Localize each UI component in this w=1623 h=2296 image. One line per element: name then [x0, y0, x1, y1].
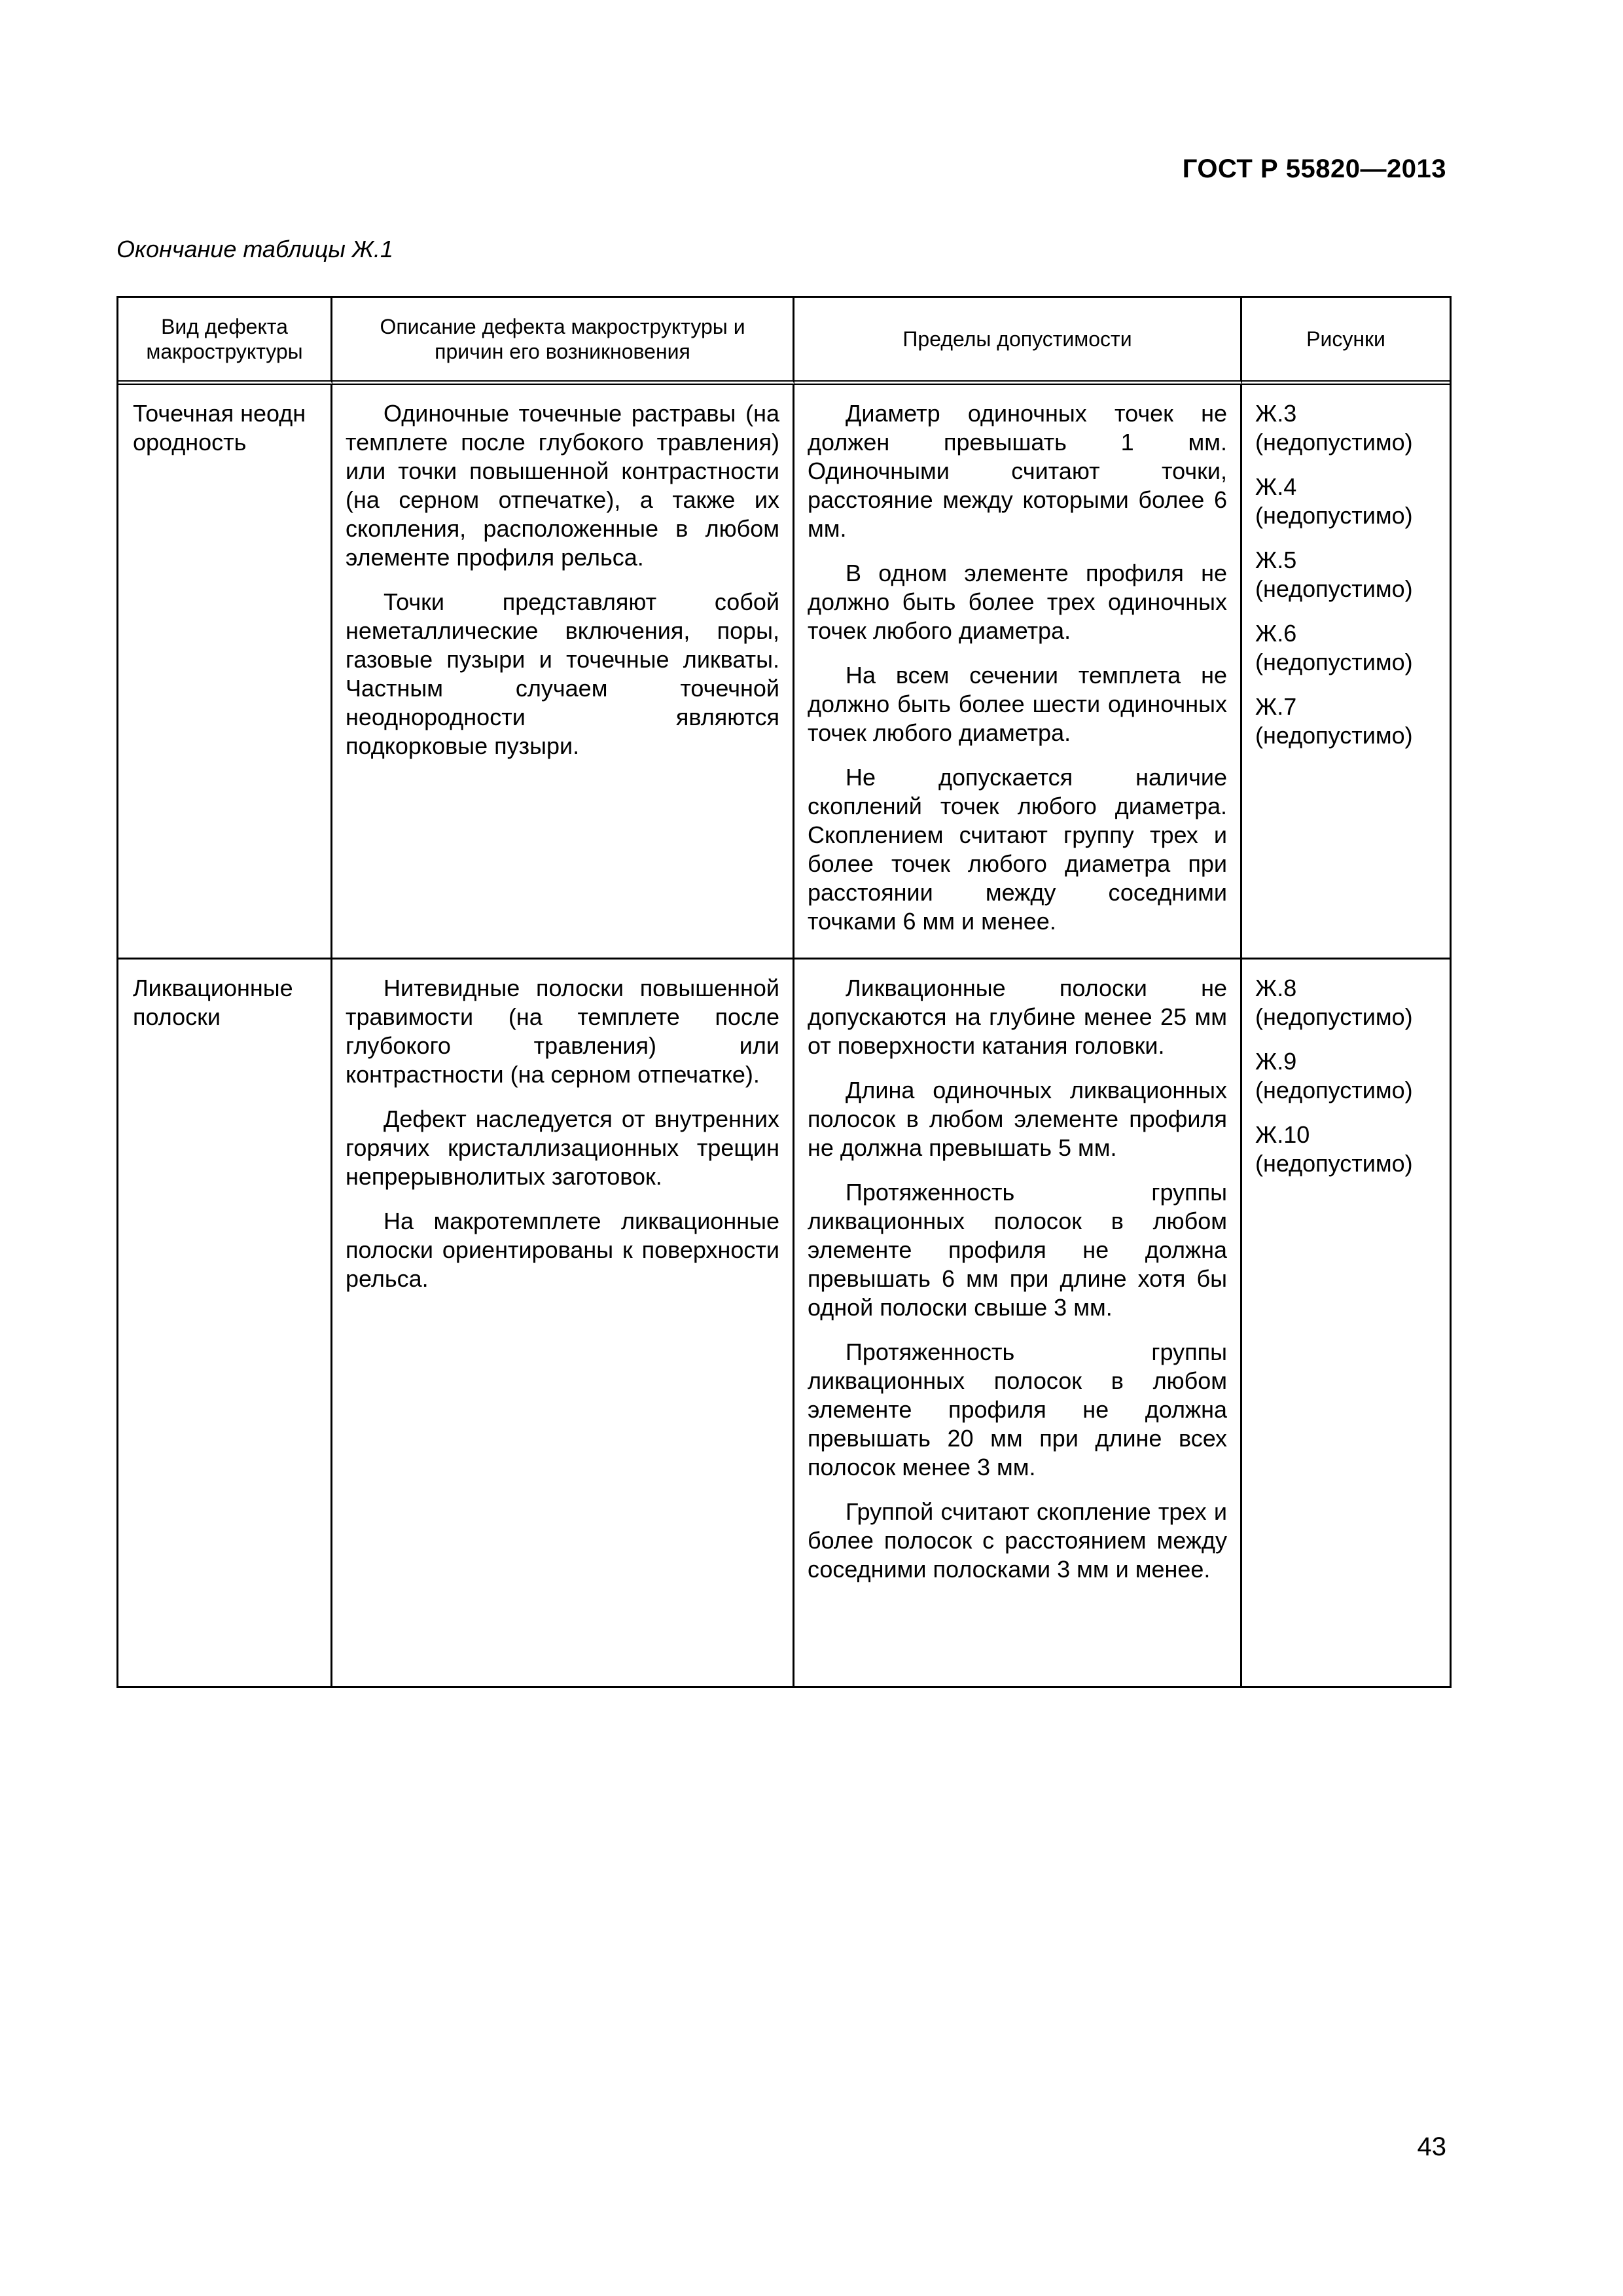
limits-paragraph: Протяженность группы ликвационных полосок в любом элементе профиля не должна превышать 6 мм при длине хотя бы одной полоски свыше 3 мм. — [808, 1179, 1227, 1321]
cell-defect-type — [118, 385, 332, 960]
table-header-row — [118, 298, 1450, 385]
figure-reference: Ж.7 (недопустимо) — [1255, 693, 1413, 749]
limits-paragraph: Ликвационные полоски не допускаются на глубине менее 25 мм от поверхности катания головки. — [808, 975, 1227, 1059]
column-header-figures: Рисунки — [1242, 298, 1450, 385]
figure-reference: Ж.8 (недопустимо) — [1255, 975, 1413, 1030]
figure-reference: Ж.6 (недопустимо) — [1255, 620, 1413, 675]
defects-table — [116, 296, 1452, 1688]
limits-paragraph: Диаметр одиночных точек не должен превышать 1 мм. Одиночными считают точки, расстояние между которыми более 6 мм. — [808, 400, 1227, 542]
figure-reference: Ж.4 (недопустимо) — [1255, 473, 1413, 529]
limits-paragraph: Протяженность группы ликвационных полосок в любом элементе профиля не должна превышать 20 мм при длине всех полосок менее 3 мм. — [808, 1338, 1227, 1480]
column-header-description: Описание дефекта макроструктуры и причин его возникновения — [332, 298, 794, 385]
limits-paragraph: Длина одиночных ликвационных полосок в любом элементе профиля не должна превышать 5 мм. — [808, 1077, 1227, 1161]
figure-reference: Ж.5 (недопустимо) — [1255, 547, 1413, 602]
figure-reference: Ж.9 (недопустимо) — [1255, 1048, 1413, 1103]
description-paragraph: Нитевидные полоски повышенной травимости (на темплете после глубокого травления) или контрастности (на серном отпечатке). — [346, 975, 779, 1088]
description-paragraph: Точки представляют собой неметаллические включения, поры, газовые пузыри и точечные ликваты. Частным случаем точечной неоднородности являются подкорковые пузыри. — [346, 588, 779, 759]
limits-paragraph: В одном элементе профиля не должно быть более трех одиночных точек любого диаметра. — [808, 560, 1227, 644]
limits-paragraph: На всем сечении темплета не должно быть более шести одиночных точек любого диаметра. — [808, 662, 1227, 746]
defect-name: Ликвационные полоски — [133, 975, 293, 1030]
cell-figures — [1242, 960, 1450, 1686]
cell-defect-type — [118, 960, 332, 1686]
defect-name: Точечная неоднородность — [133, 400, 306, 456]
cell-figures — [1242, 385, 1450, 960]
page-number: 43 — [1417, 2132, 1446, 2161]
description-paragraph: На макротемплете ликвационные полоски ориентированы к поверхности рельса. — [346, 1208, 779, 1292]
column-header-limits: Пределы допустимости — [794, 298, 1242, 385]
description-paragraph: Дефект наследуется от внутренних горячих кристаллизационных трещин непрерывнолитых заготовок. — [346, 1105, 779, 1190]
cell-description — [332, 385, 794, 960]
cell-description — [332, 960, 794, 1686]
cell-limits — [794, 960, 1242, 1686]
column-header-defect-type: Вид дефекта макроструктуры — [118, 298, 332, 385]
cell-limits — [794, 385, 1242, 960]
table-row — [118, 385, 1450, 960]
limits-paragraph: Не допускается наличие скоплений точек любого диаметра. Скоплением считают группу трех и более точек любого диаметра при расстоянии между соседними точками 6 мм и менее. — [808, 764, 1227, 935]
document-standard-header: ГОСТ Р 55820—2013 — [1182, 154, 1446, 183]
description-paragraph: Одиночные точечные растравы (на темплете после глубокого травления) или точки повышенной контрастности (на серном отпечатке), а также их скопления, расположенные в любом элементе профиля рельса. — [346, 400, 779, 571]
figure-reference: Ж.3 (недопустимо) — [1255, 400, 1413, 456]
table-caption: Окончание таблицы Ж.1 — [116, 236, 393, 262]
table-row — [118, 960, 1450, 1686]
limits-paragraph: Группой считают скопление трех и более полосок с расстоянием между соседними полосками 3 мм и менее. — [808, 1498, 1227, 1583]
figure-reference: Ж.10 (недопустимо) — [1255, 1121, 1413, 1177]
